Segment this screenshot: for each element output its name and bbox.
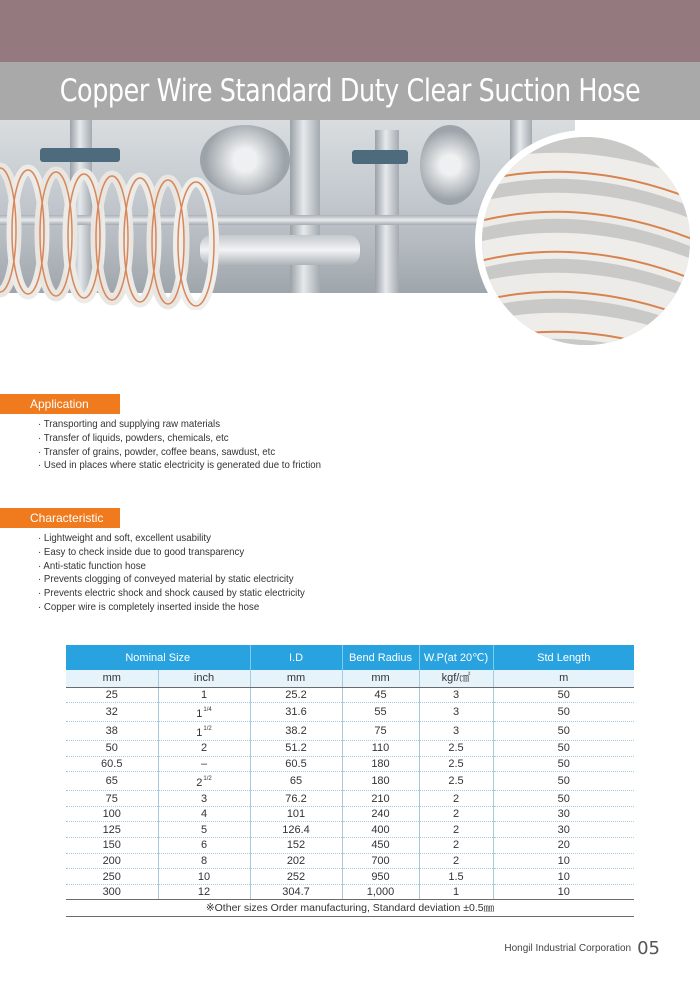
table-cell-mm: 38	[66, 722, 158, 741]
inch-fraction: 1/2	[203, 776, 212, 783]
company-name: Hongil Industrial Corporation	[504, 943, 632, 954]
table-cell-inch: 2	[158, 741, 250, 757]
table-row	[66, 756, 634, 772]
table-row	[66, 822, 634, 838]
hero-photo	[0, 120, 700, 350]
table-row	[66, 869, 634, 885]
table-cell-wp: 3	[419, 687, 493, 703]
header-id: I.D	[250, 645, 342, 670]
table-cell-len: 50	[493, 772, 634, 791]
table-cell-wp: 2	[419, 853, 493, 869]
unit-cell: mm	[66, 670, 158, 687]
table-cell-bend: 110	[342, 741, 419, 757]
table-cell-id: 76.2	[250, 791, 342, 807]
units-row	[66, 670, 634, 687]
table-cell-len: 20	[493, 838, 634, 854]
table-cell-wp: 1.5	[419, 869, 493, 885]
page-number: 05	[637, 938, 660, 959]
table-cell-len: 50	[493, 703, 634, 722]
table-cell-len: 50	[493, 756, 634, 772]
table-cell-wp: 2	[419, 791, 493, 807]
table-cell-wp: 2	[419, 822, 493, 838]
table-cell-mm: 25	[66, 687, 158, 703]
table-cell-len: 30	[493, 806, 634, 822]
table-cell-len: 50	[493, 741, 634, 757]
application-item: · Used in places where static electricity is generated due to friction	[38, 459, 321, 473]
characteristic-item: · Lightweight and soft, excellent usability	[38, 532, 305, 546]
table-cell-inch: 10	[158, 869, 250, 885]
table-cell-bend: 180	[342, 756, 419, 772]
table-row	[66, 884, 634, 900]
table-row	[66, 703, 634, 722]
table-cell-bend: 210	[342, 791, 419, 807]
header-std-length: Std Length	[493, 645, 634, 670]
table-row	[66, 772, 634, 791]
table-cell-inch: 1	[158, 687, 250, 703]
top-color-band	[0, 0, 700, 62]
application-item: · Transfer of liquids, powders, chemicals, etc	[38, 432, 321, 446]
table-cell-wp: 2.5	[419, 756, 493, 772]
table-cell-mm: 250	[66, 869, 158, 885]
table-cell-id: 126.4	[250, 822, 342, 838]
table-cell-mm: 125	[66, 822, 158, 838]
application-list	[38, 418, 346, 473]
characteristic-item: · Prevents electric shock and shock caused by static electricity	[38, 587, 305, 601]
table-row	[66, 791, 634, 807]
table-cell-id: 101	[250, 806, 342, 822]
table-cell-wp: 2.5	[419, 741, 493, 757]
table-cell-bend: 400	[342, 822, 419, 838]
table-cell-len: 50	[493, 722, 634, 741]
table-cell-wp: 2.5	[419, 772, 493, 791]
table-cell-mm: 200	[66, 853, 158, 869]
header-nominal-size: Nominal Size	[66, 645, 250, 670]
table-cell-mm: 32	[66, 703, 158, 722]
table-cell-mm: 50	[66, 741, 158, 757]
table-cell-inch: 12	[158, 884, 250, 900]
table-cell-bend: 45	[342, 687, 419, 703]
table-row	[66, 741, 634, 757]
application-item: · Transfer of grains, powder, coffee beans, sawdust, etc	[38, 446, 321, 460]
application-item: · Transporting and supplying raw materials	[38, 418, 321, 432]
table-cell-inch: 4	[158, 806, 250, 822]
unit-cell: m	[493, 670, 634, 687]
table-cell-id: 252	[250, 869, 342, 885]
table-cell-len: 10	[493, 869, 634, 885]
table-cell-id: 60.5	[250, 756, 342, 772]
table-cell-wp: 2	[419, 838, 493, 854]
table-cell-mm: 65	[66, 772, 158, 791]
table-cell-len: 50	[493, 791, 634, 807]
title-band	[0, 62, 700, 120]
table-cell-mm: 75	[66, 791, 158, 807]
table-cell-inch: 3	[158, 791, 250, 807]
table-cell-wp: 3	[419, 703, 493, 722]
table-cell-mm: 100	[66, 806, 158, 822]
table-row	[66, 806, 634, 822]
characteristic-item: · Prevents clogging of conveyed material by static electricity	[38, 573, 305, 587]
table-cell-inch: $1^{1/2}$	[158, 722, 250, 741]
table-cell-bend: 1,000	[342, 884, 419, 900]
table-cell-bend: 180	[342, 772, 419, 791]
table-cell-id: 38.2	[250, 722, 342, 741]
spec-table	[66, 645, 634, 917]
table-cell-inch: $1^{1/4}$	[158, 703, 250, 722]
table-header-row	[66, 645, 634, 670]
table-cell-inch: $2^{1/2}$	[158, 772, 250, 791]
characteristic-item: · Easy to check inside due to good transparency	[38, 546, 305, 560]
table-cell-bend: 240	[342, 806, 419, 822]
hose-closeup-photo	[475, 130, 697, 350]
table-cell-bend: 700	[342, 853, 419, 869]
table-cell-mm: 60.5	[66, 756, 158, 772]
table-cell-id: 51.2	[250, 741, 342, 757]
unit-cell: inch	[158, 670, 250, 687]
table-row	[66, 853, 634, 869]
header-bend-radius: Bend Radius	[342, 645, 419, 670]
table-cell-len: 10	[493, 853, 634, 869]
table-cell-id: 31.6	[250, 703, 342, 722]
unit-cell: kgf/㎠	[419, 670, 493, 687]
table-cell-len: 30	[493, 822, 634, 838]
table-cell-wp: 3	[419, 722, 493, 741]
table-note: ※Other sizes Order manufacturing, Standard deviation ±0.5㎜	[66, 900, 634, 917]
table-row	[66, 722, 634, 741]
table-cell-inch: 6	[158, 838, 250, 854]
table-cell-bend: 950	[342, 869, 419, 885]
table-cell-mm: 150	[66, 838, 158, 854]
table-cell-inch: –	[158, 756, 250, 772]
table-cell-id: 25.2	[250, 687, 342, 703]
application-label: Application	[0, 394, 120, 414]
characteristic-list	[38, 532, 328, 615]
table-cell-id: 152	[250, 838, 342, 854]
table-cell-wp: 2	[419, 806, 493, 822]
characteristic-label: Characteristic	[0, 508, 120, 528]
hose-coil-photo	[0, 150, 240, 310]
inch-fraction: 1/2	[203, 726, 212, 733]
header-working-pressure: W.P(at 20℃)	[419, 645, 493, 670]
table-cell-bend: 450	[342, 838, 419, 854]
table-row	[66, 838, 634, 854]
characteristic-item: · Anti-static function hose	[38, 560, 305, 574]
table-cell-len: 50	[493, 687, 634, 703]
characteristic-item: · Copper wire is completely inserted inside the hose	[38, 601, 305, 615]
table-cell-mm: 300	[66, 884, 158, 900]
table-note-row	[66, 900, 634, 917]
table-cell-id: 304.7	[250, 884, 342, 900]
table-cell-bend: 75	[342, 722, 419, 741]
unit-cell: mm	[342, 670, 419, 687]
table-cell-len: 10	[493, 884, 634, 900]
table-cell-id: 65	[250, 772, 342, 791]
table-cell-wp: 1	[419, 884, 493, 900]
table-cell-bend: 55	[342, 703, 419, 722]
page-title: Copper Wire Standard Duty Clear Suction Hose	[59, 73, 641, 109]
table-cell-inch: 8	[158, 853, 250, 869]
table-cell-inch: 5	[158, 822, 250, 838]
table-cell-id: 202	[250, 853, 342, 869]
inch-fraction: 1/4	[203, 707, 212, 714]
unit-cell: mm	[250, 670, 342, 687]
table-row	[66, 687, 634, 703]
footer	[504, 938, 660, 959]
